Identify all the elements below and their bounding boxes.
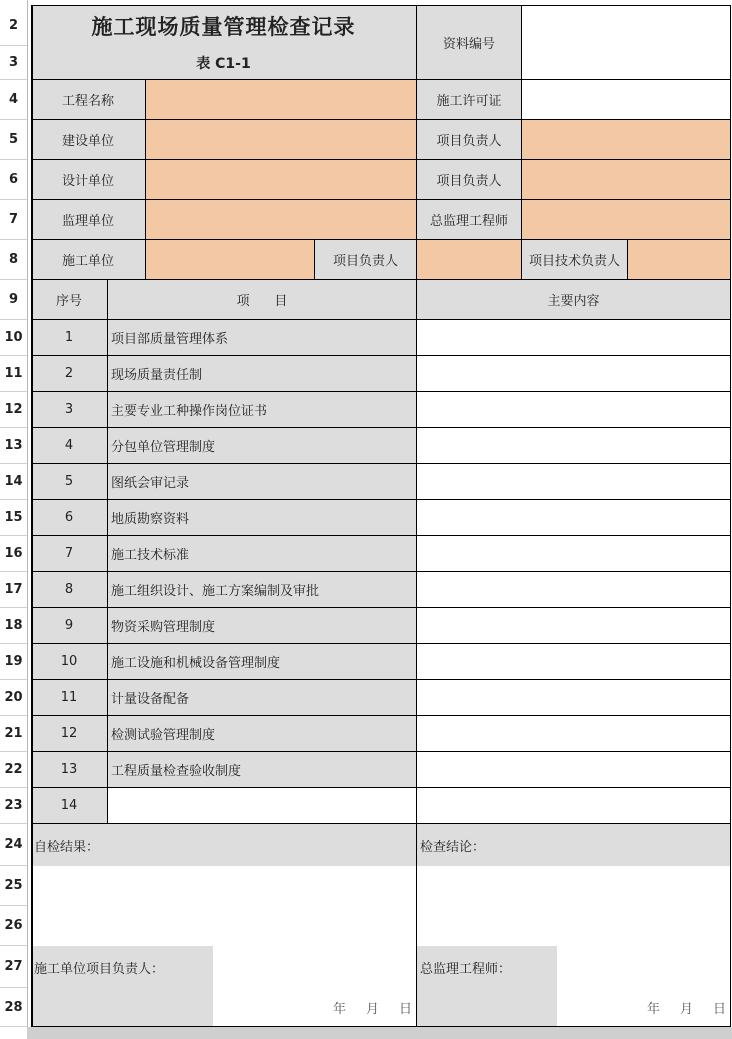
col-content-label: 主要内容 [547, 294, 600, 309]
permit-label: 施工许可证 [436, 94, 502, 109]
checklist-item-cell[interactable] [108, 500, 417, 536]
checklist-item: 地质勘察资料 [111, 512, 190, 527]
tech-manager-input[interactable] [628, 240, 731, 280]
checklist-content-input[interactable] [417, 500, 731, 536]
checklist-item: 物资采购管理制度 [111, 620, 216, 635]
contractor-label: 施工单位 [61, 254, 114, 269]
checklist-item-cell[interactable] [108, 788, 417, 824]
row-number[interactable]: 7 [0, 200, 27, 240]
checklist-item-cell[interactable] [108, 716, 417, 752]
col-header-content[interactable] [417, 280, 731, 320]
supervisor-date-day: 日 [712, 1001, 726, 1017]
title-cell[interactable] [31, 6, 417, 46]
row-number[interactable]: 6 [0, 160, 27, 200]
checklist-no-cell[interactable] [31, 752, 108, 788]
supervisor-input[interactable] [146, 200, 417, 240]
conclusion-label-cell[interactable] [417, 824, 731, 866]
checklist-content-input[interactable] [417, 716, 731, 752]
checklist-item: 项目部质量管理体系 [111, 332, 229, 347]
checklist-no: 9 [64, 618, 74, 633]
checklist-item: 施工技术标准 [111, 548, 190, 563]
checklist-item-cell[interactable] [108, 464, 417, 500]
checklist-item-cell[interactable] [108, 536, 417, 572]
supervisor-sign-label-cell[interactable] [417, 946, 557, 988]
checklist-item: 现场质量责任制 [111, 368, 203, 383]
checklist-content-input[interactable] [417, 788, 731, 824]
contractor-sign-label: 施工单位项目负责人： [34, 961, 165, 977]
contractor-sign-input[interactable] [213, 946, 417, 988]
checklist-content-input[interactable] [417, 752, 731, 788]
checklist-item-cell[interactable] [108, 572, 417, 608]
checklist-no-cell[interactable] [31, 572, 108, 608]
row-number[interactable]: 3 [0, 46, 27, 80]
checklist-content-input[interactable] [417, 680, 731, 716]
doc-number-label: 资料编号 [442, 37, 495, 52]
designer-manager-label: 项目负责人 [436, 174, 502, 189]
tech-manager-label-cell[interactable] [522, 240, 628, 280]
checklist-item-cell[interactable] [108, 608, 417, 644]
project-name-label: 工程名称 [61, 94, 114, 109]
row-number[interactable]: 10 [0, 320, 27, 356]
row-number[interactable]: 21 [0, 716, 27, 752]
row-number[interactable]: 8 [0, 240, 27, 280]
checklist-no: 4 [64, 438, 74, 453]
checklist-item: 施工组织设计、施工方案编制及审批 [111, 584, 320, 599]
contractor-sign-label-cell[interactable] [31, 946, 213, 988]
row-number[interactable]: 16 [0, 536, 27, 572]
checklist-content-input[interactable] [417, 572, 731, 608]
row-number[interactable]: 18 [0, 608, 27, 644]
checklist-no: 1 [64, 330, 74, 345]
designer-manager-input[interactable] [522, 160, 731, 200]
supervisor-sign-input[interactable] [557, 946, 731, 988]
contractor-label-cell[interactable] [31, 240, 146, 280]
self-check-label-cell[interactable] [31, 824, 417, 866]
checklist-item: 工程质量检查验收制度 [111, 764, 242, 779]
designer-manager-label-cell[interactable] [417, 160, 522, 200]
permit-input[interactable] [522, 80, 731, 120]
row-number[interactable]: 22 [0, 752, 27, 788]
checklist-no-cell[interactable] [31, 428, 108, 464]
row-number[interactable]: 15 [0, 500, 27, 536]
supervisor-date-cell[interactable] [557, 988, 731, 1027]
checklist-no-cell[interactable] [31, 320, 108, 356]
checklist-no-cell[interactable] [31, 464, 108, 500]
contractor-manager-label: 项目负责人 [332, 254, 398, 269]
checklist-no-cell[interactable] [31, 608, 108, 644]
conclusion-input[interactable] [417, 866, 731, 946]
checklist-item: 计量设备配备 [111, 692, 190, 707]
row-number[interactable]: 28 [0, 988, 27, 1027]
checklist-item-cell[interactable] [108, 356, 417, 392]
supervisor-sign-label: 总监理工程师： [420, 961, 512, 977]
col-header-item[interactable] [108, 280, 417, 320]
checklist-no: 7 [64, 546, 74, 561]
checklist-item: 施工设施和机械设备管理制度 [111, 656, 281, 671]
checklist-no-cell[interactable] [31, 644, 108, 680]
row-header-column [0, 0, 28, 1039]
builder-label-cell[interactable] [31, 120, 146, 160]
checklist-no: 6 [64, 510, 74, 525]
doc-number-label-cell[interactable] [417, 6, 522, 80]
designer-label: 设计单位 [61, 174, 114, 189]
checklist-item-cell[interactable] [108, 644, 417, 680]
checklist-content-input[interactable] [417, 356, 731, 392]
row-number[interactable]: 24 [0, 824, 27, 866]
supervisor-date-year: 年 [646, 1001, 660, 1017]
checklist-no: 5 [64, 474, 74, 489]
chief-supervisor-label-cell[interactable] [417, 200, 522, 240]
checklist-no-cell[interactable] [31, 392, 108, 428]
checklist-no-cell[interactable] [31, 680, 108, 716]
builder-manager-input[interactable] [522, 120, 731, 160]
contractor-date-day: 日 [398, 1001, 412, 1017]
row-number[interactable]: 14 [0, 464, 27, 500]
checklist-content-input[interactable] [417, 320, 731, 356]
form-code: 表 C1-1 [196, 55, 251, 72]
checklist-content-input[interactable] [417, 428, 731, 464]
row-number[interactable]: 17 [0, 572, 27, 608]
checklist-item: 主要专业工种操作岗位证书 [111, 404, 268, 419]
builder-label: 建设单位 [61, 134, 114, 149]
builder-manager-label-cell[interactable] [417, 120, 522, 160]
contractor-date-cell[interactable] [213, 988, 417, 1027]
contractor-date-month: 月 [365, 1001, 379, 1017]
subtitle-cell[interactable] [31, 46, 417, 80]
checklist-content-input[interactable] [417, 392, 731, 428]
row-number[interactable]: 26 [0, 906, 27, 946]
checklist-item-cell[interactable] [108, 320, 417, 356]
row-number[interactable]: 23 [0, 788, 27, 824]
page-title: 施工现场质量管理检查记录 [91, 15, 356, 39]
checklist-content-input[interactable] [417, 644, 731, 680]
checklist-content-input[interactable] [417, 536, 731, 572]
col-header-no[interactable] [31, 280, 108, 320]
contractor-date-label-cell [31, 988, 213, 1027]
table-top-border [31, 5, 731, 6]
row-number[interactable]: 12 [0, 392, 27, 428]
checklist-no: 3 [64, 402, 74, 417]
row-number[interactable]: 5 [0, 120, 27, 160]
row-number[interactable]: 27 [0, 946, 27, 988]
supervisor-label-cell[interactable] [31, 200, 146, 240]
row-number[interactable]: 19 [0, 644, 27, 680]
contractor-manager-input[interactable] [417, 240, 522, 280]
builder-manager-label: 项目负责人 [436, 134, 502, 149]
checklist-content-input[interactable] [417, 464, 731, 500]
row-number[interactable]: 13 [0, 428, 27, 464]
checklist-no-cell[interactable] [31, 500, 108, 536]
tech-manager-label: 项目技术负责人 [528, 254, 620, 269]
self-check-input[interactable] [31, 866, 417, 946]
project-name-input[interactable] [146, 80, 417, 120]
checklist-no: 14 [60, 798, 78, 813]
sheet-bottom-strip [27, 1027, 732, 1039]
self-check-label: 自检结果： [34, 839, 100, 855]
row-number[interactable]: 20 [0, 680, 27, 716]
checklist-no-cell[interactable] [31, 536, 108, 572]
checklist-no-cell[interactable] [31, 788, 108, 824]
checklist-item-cell[interactable] [108, 428, 417, 464]
designer-input[interactable] [146, 160, 417, 200]
checklist-no: 11 [60, 690, 78, 705]
checklist-no: 2 [64, 366, 74, 381]
row-number[interactable]: 4 [0, 80, 27, 120]
checklist-no-cell[interactable] [31, 716, 108, 752]
supervisor-label: 监理单位 [61, 214, 114, 229]
checklist-content-input[interactable] [417, 608, 731, 644]
checklist-item-cell[interactable] [108, 680, 417, 716]
row-number[interactable]: 25 [0, 866, 27, 906]
checklist-item-cell[interactable] [108, 752, 417, 788]
checklist-no: 12 [60, 726, 78, 741]
checklist-no: 8 [64, 582, 74, 597]
builder-input[interactable] [146, 120, 417, 160]
doc-number-input[interactable] [522, 6, 731, 80]
contractor-date-year: 年 [332, 1001, 346, 1017]
checklist-no-cell[interactable] [31, 356, 108, 392]
checklist-item: 图纸会审记录 [111, 476, 190, 491]
checklist-no: 10 [60, 654, 78, 669]
chief-supervisor-input[interactable] [522, 200, 731, 240]
contractor-manager-label-cell[interactable] [315, 240, 417, 280]
checklist-item-cell[interactable] [108, 392, 417, 428]
conclusion-label: 检查结论： [420, 839, 486, 855]
chief-supervisor-label: 总监理工程师 [429, 214, 508, 229]
checklist-item: 检测试验管理制度 [111, 728, 216, 743]
contractor-input[interactable] [146, 240, 315, 280]
col-no-label: 序号 [55, 294, 82, 309]
row-number[interactable]: 2 [0, 6, 27, 46]
project-name-label-cell[interactable] [31, 80, 146, 120]
row-number[interactable]: 11 [0, 356, 27, 392]
permit-label-cell[interactable] [417, 80, 522, 120]
supervisor-date-month: 月 [679, 1001, 693, 1017]
checklist-no: 13 [60, 762, 78, 777]
table-left-border [31, 6, 33, 1028]
col-item-label: 项 目 [236, 294, 288, 309]
row-number[interactable]: 9 [0, 280, 27, 320]
designer-label-cell[interactable] [31, 160, 146, 200]
checklist-item: 分包单位管理制度 [111, 440, 216, 455]
supervisor-date-label-cell [417, 988, 557, 1027]
